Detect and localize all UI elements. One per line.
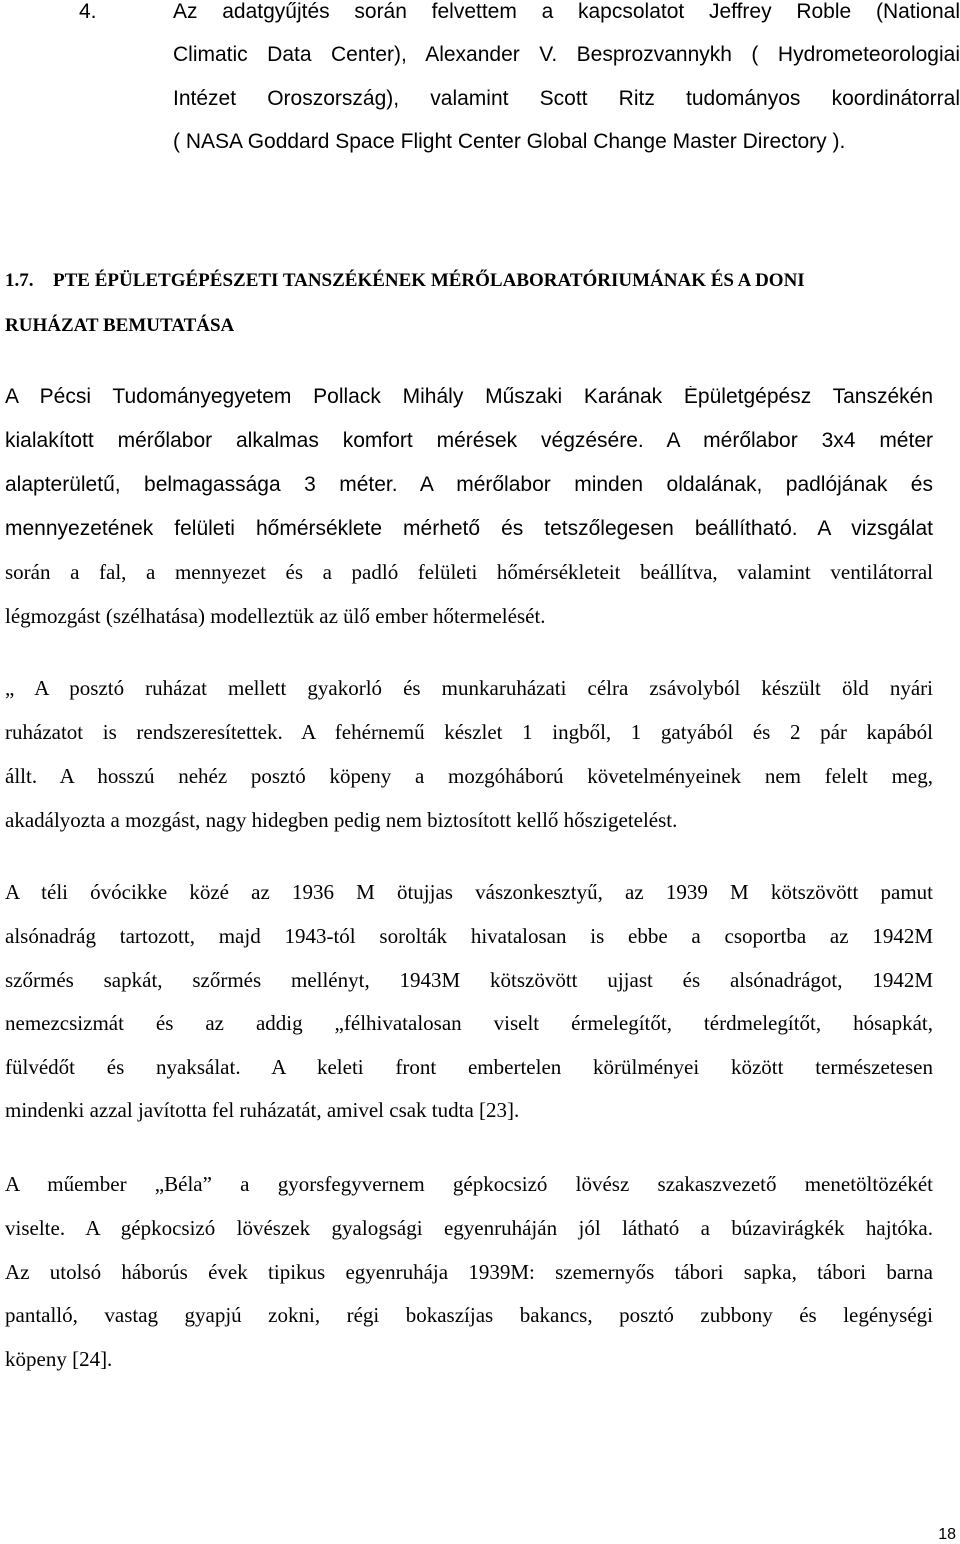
section-title-line-2: RUHÁZAT BEMUTATÁSA	[5, 315, 235, 336]
paragraph-2-line-1: „ A posztó ruházat mellett gyakorló és munkaruházati célra zsávolyból készült öld nyári	[5, 678, 933, 700]
list-item-line-4: ( NASA Goddard Space Flight Center Global Change Master Directory ).	[173, 130, 846, 153]
paragraph-3-line-1: A téli óvócikke közé az 1936 M ötujjas vászonkesztyű, az 1939 M kötszövött pamut	[5, 882, 933, 904]
paragraph-4-line-5: köpeny [24].	[5, 1347, 113, 1371]
list-item-number: 4.	[79, 0, 97, 23]
paragraph-1-line-3: alapterületű, belmagassága 3 méter. A mérőlabor minden oldalának, padlójának és	[5, 474, 933, 496]
paragraph-1-line-6: légmozgást (szélhatása) modelleztük az ülő ember hőtermelését.	[5, 604, 546, 628]
paragraph-2-line-2: ruházatot is rendszeresítettek. A fehérnemű készlet 1 ingből, 1 gatyából és 2 pár kapából	[5, 722, 933, 744]
paragraph-1-line-1: A Pécsi Tudományegyetem Pollack Mihály Műszaki Karának Épületgépész Tanszékén	[5, 386, 933, 408]
list-item-line-2: Climatic Data Center), Alexander V. Besprozvannykh ( Hydrometeorologiai	[173, 44, 960, 66]
paragraph-4-line-4: pantalló, vastag gyapjú zokni, régi bokaszíjas bakancs, posztó zubbony és legénységi	[5, 1305, 933, 1327]
paragraph-2-line-4: akadályozta a mozgást, nagy hidegben pedig nem biztosított kellő hőszigetelést.	[5, 808, 678, 832]
paragraph-3-line-6: mindenki azzal javította fel ruházatát, amivel csak tudta [23].	[5, 1098, 520, 1122]
paragraph-3-line-2: alsónadrág tartozott, majd 1943-tól sorolták hivatalosan is ebbe a csoportba az 1942M	[5, 926, 933, 948]
section-title-line-1: PTE ÉPÜLETGÉPÉSZETI TANSZÉKÉNEK MÉRŐLABORATÓRIUMÁNAK ÉS A DONI	[53, 270, 805, 291]
section-number: 1.7.	[5, 270, 34, 291]
paragraph-4-line-3: Az utolsó háborús évek tipikus egyenruhája 1939M: szemernyős tábori sapka, tábori barna	[5, 1262, 933, 1284]
paragraph-1-line-5: során a fal, a mennyezet és a padló felületi hőmérsékleteit beállítva, valamint ventilátorral	[5, 562, 933, 584]
paragraph-4-line-1: A műember „Béla” a gyorsfegyvernem gépkocsizó lövész szakaszvezető menetöltözékét	[5, 1174, 933, 1196]
paragraph-1-line-4: mennyezetének felületi hőmérséklete mérhető és tetszőlegesen beállítható. A vizsgálat	[5, 518, 933, 540]
paragraph-1-line-2: kialakított mérőlabor alkalmas komfort mérések végzésére. A mérőlabor 3x4 méter	[5, 430, 933, 452]
paragraph-4-line-2: viselte. A gépkocsizó lövészek gyalogsági egyenruháján jól látható a búzavirágkék hajtóka.	[5, 1218, 933, 1240]
paragraph-3-line-4: nemezcsizmát és az addig „félhivatalosan viselt érmelegítőt, térdmelegítőt, hósapkát,	[5, 1013, 933, 1035]
section-heading	[5, 271, 805, 290]
paragraph-3-line-5: fülvédőt és nyaksálat. A keleti front embertelen körülményei között természetesen	[5, 1057, 933, 1079]
page-number: 18	[938, 1526, 956, 1543]
list-item-line-3: Intézet Oroszország), valamint Scott Ritz tudományos koordinátorral	[173, 88, 960, 110]
paragraph-3-line-3: szőrmés sapkát, szőrmés mellényt, 1943M kötszövött ujjast és alsónadrágot, 1942M	[5, 970, 933, 992]
paragraph-2-line-3: állt. A hosszú nehéz posztó köpeny a mozgóháború követelményeinek nem felelt meg,	[5, 766, 933, 788]
list-item-line-1: Az adatgyűjtés során felvettem a kapcsolatot Jeffrey Roble (National	[173, 1, 960, 23]
